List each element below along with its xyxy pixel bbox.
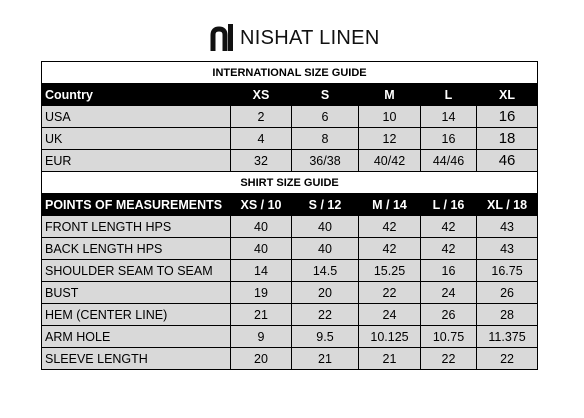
- table-cell: 28: [477, 304, 538, 326]
- table-row: [42, 106, 538, 128]
- table-row: [42, 238, 538, 260]
- column-header: L: [421, 84, 477, 106]
- table-cell: 36/38: [292, 150, 359, 172]
- table-cell: 42: [421, 238, 477, 260]
- table-cell: 20: [292, 282, 359, 304]
- table-cell: 10.75: [421, 326, 477, 348]
- row-label: USA: [42, 106, 231, 128]
- table-cell: 14: [231, 260, 292, 282]
- table-cell: 40: [231, 216, 292, 238]
- shirt-header-row: [42, 194, 538, 216]
- table-cell: 21: [231, 304, 292, 326]
- table-cell: 24: [421, 282, 477, 304]
- row-label: BACK LENGTH HPS: [42, 238, 231, 260]
- table-cell: 10.125: [359, 326, 421, 348]
- table-row: [42, 304, 538, 326]
- column-header: XL: [477, 84, 538, 106]
- table-cell: 42: [421, 216, 477, 238]
- table-cell: 32: [231, 150, 292, 172]
- shirt-title-row: [42, 172, 538, 194]
- table-row: [42, 260, 538, 282]
- table-cell: 26: [477, 282, 538, 304]
- nl-monogram-icon: [210, 22, 236, 52]
- international-title-row: [42, 62, 538, 84]
- row-label: BUST: [42, 282, 231, 304]
- column-header: M: [359, 84, 421, 106]
- table-cell: 14: [421, 106, 477, 128]
- table-cell: 10: [359, 106, 421, 128]
- table-cell: 46: [477, 150, 538, 172]
- table-cell: 16: [421, 128, 477, 150]
- row-label: SLEEVE LENGTH: [42, 348, 231, 370]
- table-cell: 8: [292, 128, 359, 150]
- table-cell: 44/46: [421, 150, 477, 172]
- table-cell: 16: [421, 260, 477, 282]
- column-header: XL / 18: [477, 194, 538, 216]
- row-label: FRONT LENGTH HPS: [42, 216, 231, 238]
- table-cell: 14.5: [292, 260, 359, 282]
- column-header: M / 14: [359, 194, 421, 216]
- brand-name: NISHAT LINEN: [240, 26, 380, 49]
- table-cell: 42: [359, 238, 421, 260]
- row-label: EUR: [42, 150, 231, 172]
- table-row: [42, 128, 538, 150]
- column-header: XS / 10: [231, 194, 292, 216]
- international-header-row: [42, 84, 538, 106]
- shirt-title: SHIRT SIZE GUIDE: [42, 172, 538, 194]
- table-cell: 16.75: [477, 260, 538, 282]
- table-row: [42, 282, 538, 304]
- column-header: Country: [42, 84, 231, 106]
- table-cell: 9.5: [292, 326, 359, 348]
- table-cell: 24: [359, 304, 421, 326]
- table-cell: 40: [231, 238, 292, 260]
- column-header: S: [292, 84, 359, 106]
- table-cell: 9: [231, 326, 292, 348]
- table-row: [42, 348, 538, 370]
- table-cell: 22: [421, 348, 477, 370]
- table-cell: 22: [292, 304, 359, 326]
- table-cell: 6: [292, 106, 359, 128]
- international-title: INTERNATIONAL SIZE GUIDE: [42, 62, 538, 84]
- table-cell: 22: [359, 282, 421, 304]
- table-cell: 11.375: [477, 326, 538, 348]
- column-header: L / 16: [421, 194, 477, 216]
- table-cell: 26: [421, 304, 477, 326]
- table-cell: 19: [231, 282, 292, 304]
- table-cell: 40/42: [359, 150, 421, 172]
- table-cell: 43: [477, 238, 538, 260]
- table-cell: 21: [359, 348, 421, 370]
- table-row: [42, 216, 538, 238]
- row-label: HEM (CENTER LINE): [42, 304, 231, 326]
- table-cell: 43: [477, 216, 538, 238]
- table-cell: 42: [359, 216, 421, 238]
- table-cell: 40: [292, 238, 359, 260]
- brand-logo: [210, 22, 380, 52]
- table-cell: 18: [477, 128, 538, 150]
- row-label: ARM HOLE: [42, 326, 231, 348]
- row-label: SHOULDER SEAM TO SEAM: [42, 260, 231, 282]
- table-row: [42, 326, 538, 348]
- column-header: S / 12: [292, 194, 359, 216]
- table-cell: 40: [292, 216, 359, 238]
- size-guide-table: [41, 61, 538, 370]
- table-cell: 20: [231, 348, 292, 370]
- row-label: UK: [42, 128, 231, 150]
- table-cell: 4: [231, 128, 292, 150]
- table-row: [42, 150, 538, 172]
- table-cell: 16: [477, 106, 538, 128]
- table-cell: 21: [292, 348, 359, 370]
- table-cell: 15.25: [359, 260, 421, 282]
- table-cell: 22: [477, 348, 538, 370]
- column-header: POINTS OF MEASUREMENTS: [42, 194, 231, 216]
- column-header: XS: [231, 84, 292, 106]
- table-cell: 12: [359, 128, 421, 150]
- table-cell: 2: [231, 106, 292, 128]
